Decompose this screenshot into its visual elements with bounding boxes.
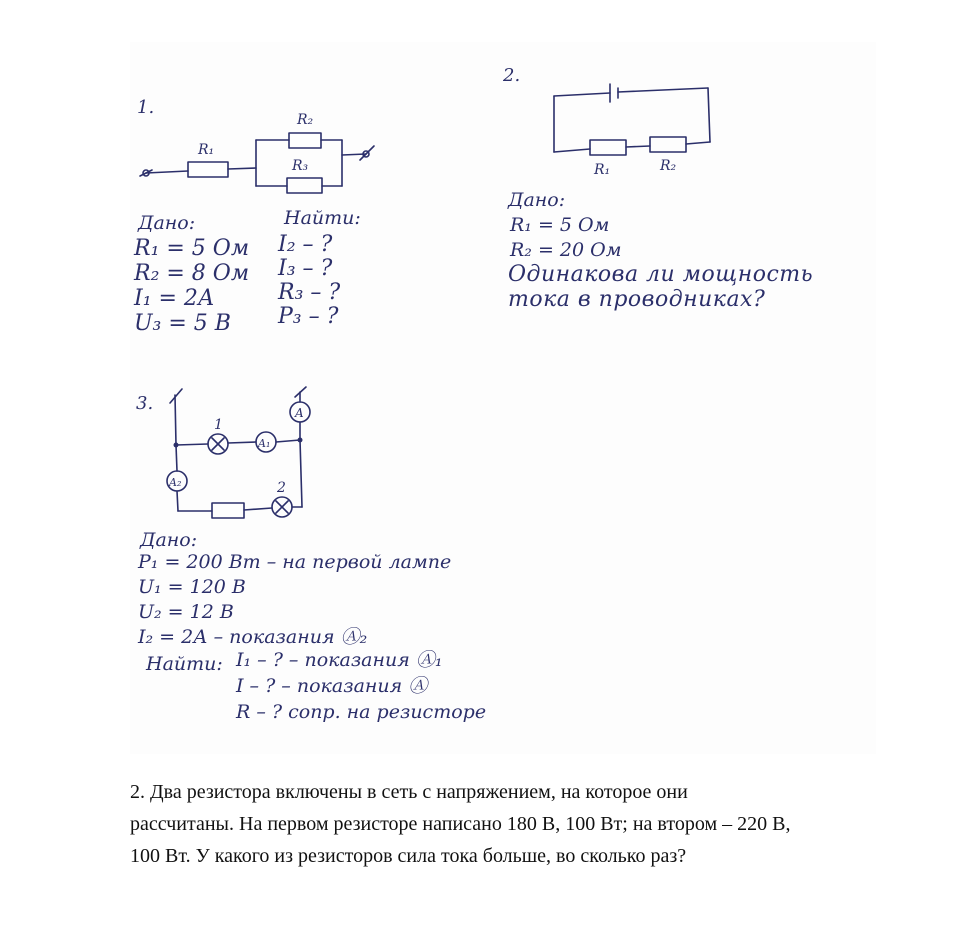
given-title-2: Дано: [508,189,566,211]
given-item: U₁ = 120 В [138,576,246,598]
find-item: I₁ – ? – показания Ⓐ₁ [236,649,443,671]
label-lamp-2: 2 [277,480,286,496]
given-item: P₁ = 200 Вт – на первой лампе [138,551,452,573]
circuit-2-diagram [550,78,720,178]
wire [146,171,188,173]
given-item: U₂ = 12 В [138,601,234,623]
find-item: I₃ – ? [278,256,333,281]
resistor-r3 [287,178,322,193]
resistor-r2 [289,133,321,148]
task-line-3: 100 Вт. У какого из резисторов сила тока больше, во сколько раз? [130,845,687,867]
given-item: I₁ = 2А [134,286,215,311]
find-item: R – ? сопр. на резисторе [236,701,487,723]
label-a2: A₂ [169,476,182,489]
label-r1: R₁ [594,162,611,178]
wire [244,508,272,510]
wire [626,146,650,147]
wire [554,149,590,152]
given-item: R₁ = 5 Ом [134,236,250,261]
label-r2: R₂ [297,112,314,128]
wire [177,491,178,511]
wire [686,142,710,144]
given-item: R₂ = 8 Ом [134,261,250,286]
wire [618,88,708,92]
label-a: A [295,406,304,420]
wire [708,88,710,142]
task-paragraph [130,776,920,872]
label-r2: R₂ [660,158,677,174]
wire [175,395,176,445]
wire [176,444,208,445]
wire [276,440,300,442]
task-line-2: рассчитаны. На первом резисторе написано 180 В, 100 Вт; на втором – 220 В, [130,813,791,835]
problem-3-number: 3. [136,393,154,414]
label-lamp-1: 1 [214,417,223,433]
task-line-1: 2. Два резистора включены в сеть с напряжением, на которое они [130,781,688,803]
given-item: R₁ = 5 Ом [510,214,610,236]
resistor-r1 [590,140,626,155]
question-line-2: тока в проводниках? [508,287,766,312]
wire [228,442,256,443]
given-item: I₂ = 2А – показания Ⓐ₂ [138,626,368,648]
resistor-r1 [188,162,228,177]
circuit-1-diagram [132,100,392,200]
given-item: U₃ = 5 В [134,311,231,336]
problem-2-number: 2. [503,65,521,86]
wire [176,445,177,471]
resistor [212,503,244,518]
find-title-3: Найти: [146,653,223,675]
circuit-3-diagram [160,385,320,525]
find-title-1: Найти: [284,207,361,229]
label-a1: A₁ [258,437,271,450]
resistor-r2 [650,137,686,152]
label-r1: R₁ [198,142,215,158]
label-r3: R₃ [292,158,309,174]
find-item: I – ? – показания Ⓐ [236,675,428,697]
find-item: I₂ – ? [278,232,333,257]
given-title-3: Дано: [140,529,198,551]
wire [300,440,302,507]
given-item: R₂ = 20 Ом [510,239,622,261]
find-item: R₃ – ? [278,280,341,305]
given-title-1: Дано: [138,212,196,234]
problem-1-number: 1. [137,97,155,118]
wire [554,93,610,96]
terminal-right [360,146,374,160]
wire [228,168,256,169]
find-item: P₃ – ? [278,304,339,329]
question-line-1: Одинакова ли мощность [508,262,814,287]
terminal-left [170,389,182,403]
